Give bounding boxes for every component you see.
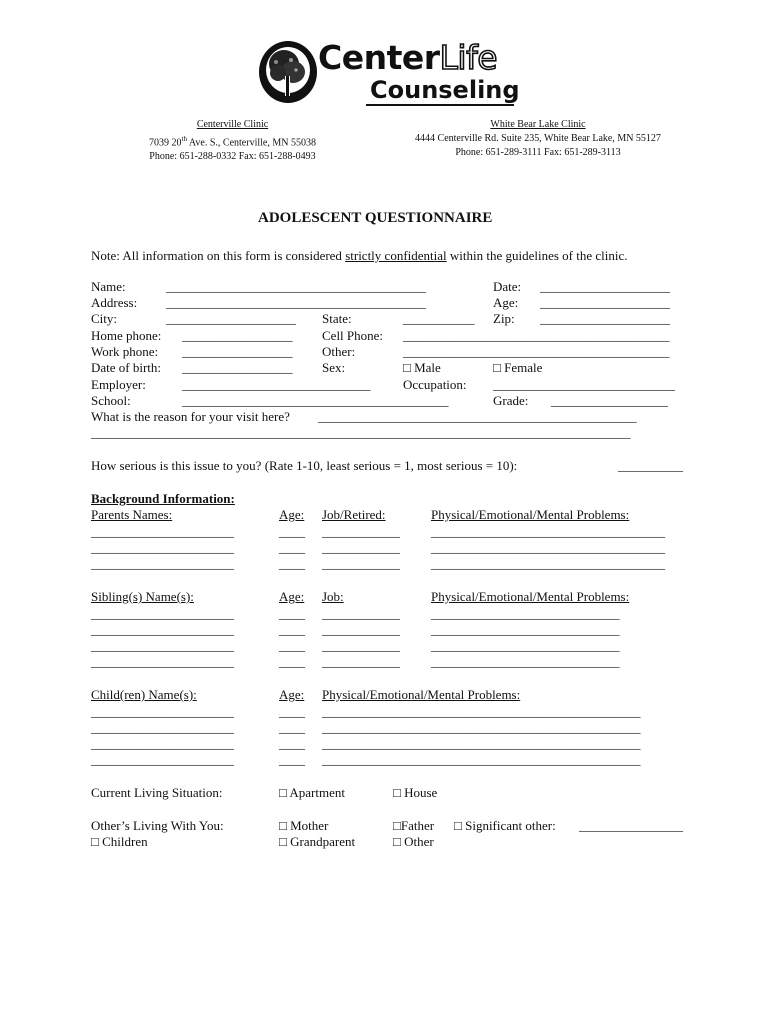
form-title: ADOLESCENT QUESTIONNAIRE	[258, 210, 493, 226]
reason-field-line2[interactable]: ___________________________________________________________________________________	[91, 425, 631, 440]
others-living-label: Other’s Living With You:	[91, 818, 224, 833]
child-name-field[interactable]: ______________________	[91, 752, 234, 767]
child-name-field[interactable]: ______________________	[91, 736, 234, 751]
date-field[interactable]: ____________________	[540, 279, 670, 294]
cell-phone-label: Cell Phone:	[322, 328, 384, 343]
name-field[interactable]: ________________________________________	[166, 279, 426, 294]
dob-label: Date of birth:	[91, 360, 162, 375]
parent-age-field[interactable]: ____	[279, 524, 305, 539]
parent-age-field[interactable]: ____	[279, 540, 305, 555]
sibling-problems-field[interactable]: _____________________________	[431, 622, 620, 637]
child-problems-field[interactable]: _________________________________________________	[322, 720, 641, 735]
house-checkbox[interactable]: □ House	[393, 785, 438, 800]
occupation-field[interactable]: ____________________________	[493, 377, 675, 392]
sibling-name-field[interactable]: ______________________	[91, 606, 234, 621]
home-phone-label: Home phone:	[91, 328, 162, 343]
school-label: School:	[91, 393, 131, 408]
state-field[interactable]: ___________	[403, 311, 475, 326]
sex-male-checkbox[interactable]: □ Male	[403, 360, 441, 375]
clinic-name: White Bear Lake Clinic	[490, 119, 586, 130]
logo-underline	[366, 104, 514, 106]
dob-field[interactable]: _________________	[182, 360, 293, 375]
sibling-age-field[interactable]: ____	[279, 654, 305, 669]
parent-job-field[interactable]: ____________	[322, 556, 400, 571]
parent-name-field[interactable]: ______________________	[91, 556, 234, 571]
parents-age-label: Age:	[279, 507, 305, 522]
sibling-name-field[interactable]: ______________________	[91, 638, 234, 653]
sibling-job-field[interactable]: ____________	[322, 606, 400, 621]
address-label: Address:	[91, 295, 138, 310]
logo-counseling: Counseling	[370, 76, 520, 104]
grade-label: Grade:	[493, 393, 529, 408]
parents-label: Parents Names:	[91, 507, 173, 522]
children-label: Child(ren) Name(s):	[91, 687, 197, 702]
parent-age-field[interactable]: ____	[279, 556, 305, 571]
reason-label: What is the reason for your visit here?	[91, 409, 290, 424]
sibling-job-field[interactable]: ____________	[322, 638, 400, 653]
sibling-job-field[interactable]: ____________	[322, 622, 400, 637]
parent-name-field[interactable]: ______________________	[91, 540, 234, 555]
child-age-field[interactable]: ____	[279, 736, 305, 751]
grade-field[interactable]: __________________	[551, 393, 668, 408]
parent-name-field[interactable]: ______________________	[91, 524, 234, 539]
sex-label: Sex:	[322, 360, 346, 375]
other-phone-label: Other:	[322, 344, 356, 359]
siblings-label: Sibling(s) Name(s):	[91, 589, 194, 604]
children-problems-label: Physical/Emotional/Mental Problems:	[322, 687, 521, 702]
sibling-problems-field[interactable]: _____________________________	[431, 638, 620, 653]
sibling-problems-field[interactable]: _____________________________	[431, 654, 620, 669]
sibling-name-field[interactable]: ______________________	[91, 654, 234, 669]
state-label: State:	[322, 311, 352, 326]
child-name-field[interactable]: ______________________	[91, 704, 234, 719]
child-problems-field[interactable]: _________________________________________________	[322, 752, 641, 767]
zip-field[interactable]: ____________________	[540, 311, 670, 326]
living-situation-label: Current Living Situation:	[91, 785, 223, 800]
child-age-field[interactable]: ____	[279, 752, 305, 767]
employer-label: Employer:	[91, 377, 146, 392]
parents-problems-label: Physical/Emotional/Mental Problems:	[431, 507, 630, 522]
apartment-checkbox[interactable]: □ Apartment	[279, 785, 345, 800]
significant-other-checkbox[interactable]: □ Significant other:	[454, 818, 556, 833]
address-field[interactable]: ________________________________________	[166, 295, 426, 310]
seriousness-question: How serious is this issue to you? (Rate 1-10, least serious = 1, most serious = 10):	[91, 458, 518, 473]
background-heading: Background Information:	[91, 491, 235, 506]
parent-problems-field[interactable]: ____________________________________	[431, 524, 665, 539]
tree-logo-icon	[258, 40, 318, 104]
logo-wordmark	[318, 38, 497, 77]
occupation-label: Occupation:	[403, 377, 467, 392]
father-checkbox[interactable]: □Father	[393, 818, 435, 833]
sibling-age-field[interactable]: ____	[279, 638, 305, 653]
clinic-right	[390, 118, 686, 160]
date-label: Date:	[493, 279, 522, 294]
cell-phone-field[interactable]: _________________________________________	[403, 328, 670, 343]
school-field[interactable]: _________________________________________	[182, 393, 449, 408]
work-phone-label: Work phone:	[91, 344, 159, 359]
parents-job-label: Job/Retired:	[322, 507, 386, 522]
clinic-name: Centerville Clinic	[196, 119, 269, 130]
parent-job-field[interactable]: ____________	[322, 540, 400, 555]
child-problems-field[interactable]: _________________________________________________	[322, 736, 641, 751]
parent-problems-field[interactable]: ____________________________________	[431, 540, 665, 555]
other-phone-field[interactable]: _________________________________________	[403, 344, 670, 359]
siblings-age-label: Age:	[279, 589, 305, 604]
age-label: Age:	[493, 295, 519, 310]
siblings-problems-label: Physical/Emotional/Mental Problems:	[431, 589, 630, 604]
sibling-job-field[interactable]: ____________	[322, 654, 400, 669]
seriousness-field[interactable]: __________	[618, 458, 683, 473]
children-checkbox[interactable]: □ Children	[91, 834, 148, 849]
significant-other-field[interactable]: ________________	[579, 818, 683, 833]
parent-job-field[interactable]: ____________	[322, 524, 400, 539]
city-field[interactable]: ____________________	[166, 311, 296, 326]
reason-field[interactable]: _________________________________________________	[318, 409, 637, 424]
sibling-problems-field[interactable]: _____________________________	[431, 606, 620, 621]
zip-label: Zip:	[493, 311, 515, 326]
child-problems-field[interactable]: _________________________________________________	[322, 704, 641, 719]
grandparent-checkbox[interactable]: □ Grandparent	[279, 834, 356, 849]
clinic-phone: Phone: 651-289-3111 Fax: 651-289-3113	[455, 147, 621, 158]
work-phone-field[interactable]: _________________	[182, 344, 293, 359]
name-label: Name:	[91, 279, 126, 294]
sibling-age-field[interactable]: ____	[279, 622, 305, 637]
age-field[interactable]: ____________________	[540, 295, 670, 310]
mother-checkbox[interactable]: □ Mother	[279, 818, 329, 833]
sibling-age-field[interactable]: ____	[279, 606, 305, 621]
child-age-field[interactable]: ____	[279, 704, 305, 719]
city-label: City:	[91, 311, 118, 326]
logo-life: Life	[439, 38, 498, 77]
child-name-field[interactable]: ______________________	[91, 720, 234, 735]
siblings-job-label: Job:	[322, 589, 344, 604]
parent-problems-field[interactable]: ____________________________________	[431, 556, 665, 571]
child-age-field[interactable]: ____	[279, 720, 305, 735]
clinic-address: 4444 Centerville Rd. Suite 235, White Bear Lake, MN 55127	[415, 133, 661, 144]
sibling-name-field[interactable]: ______________________	[91, 622, 234, 637]
logo-center: Center	[318, 38, 440, 77]
other-checkbox[interactable]: □ Other	[393, 834, 434, 849]
children-age-label: Age:	[279, 687, 305, 702]
clinic-address: 7039 20th Ave. S., Centerville, MN 55038	[149, 135, 316, 149]
employer-field[interactable]: _____________________________	[182, 377, 371, 392]
clinic-phone: Phone: 651-288-0332 Fax: 651-288-0493	[149, 151, 316, 163]
clinic-left	[120, 118, 345, 164]
sex-female-checkbox[interactable]: □ Female	[493, 360, 543, 375]
home-phone-field[interactable]: _________________	[182, 328, 293, 343]
confidentiality-note: Note: All information on this form is considered strictly confidential within the guidelines of the clinic.	[91, 248, 628, 263]
